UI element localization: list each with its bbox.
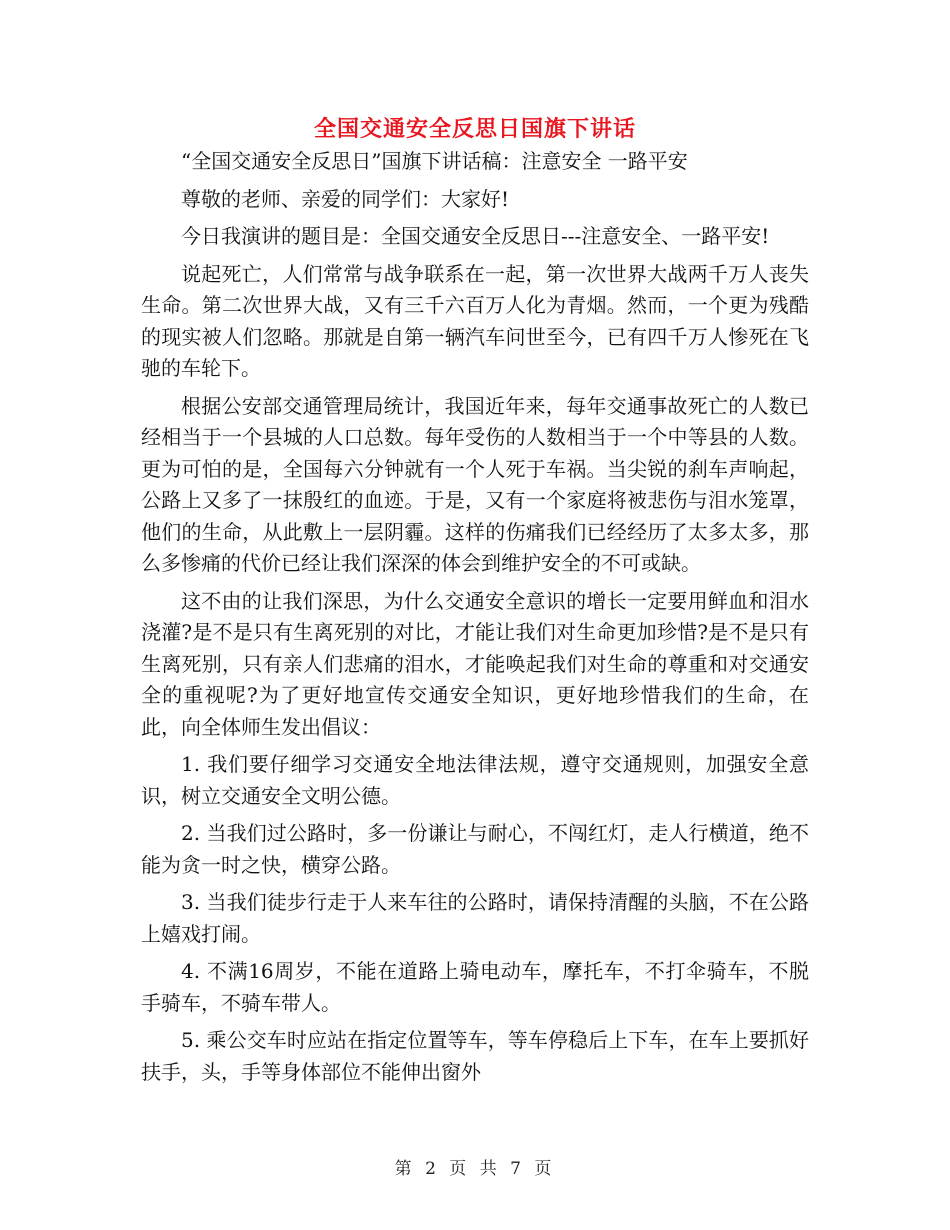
paragraph: 根据公安部交通管理局统计，我国近年来，每年交通事故死亡的人数已经相当于一个县城的人口总数。每年受伤的人数相当于一个中等县的人数。更为可怕的是，全国每六分钟就有一个人死于车祸。当尖锐的刹车声响起，公路上又多了一抹殷红的血迹。于是，又有一个家庭将被悲伤与泪水笼罩，他们的生命，从此敷上一层阴霾。这样的伤痛我们已经经历了太多太多，那么多惨痛的代价已经让我们深深的体会到维护安全的不可或缺。: [141, 393, 809, 575]
paragraph: 说起死亡，人们常常与战争联系在一起，第一次世界大战两千万人丧失生命。第二次世界大战，又有三千六百万人化为青烟。然而，一个更为残酷的现实被人们忽略。那就是自第一辆汽车问世至今，已有四千万人惨死在飞驰的车轮下。: [141, 261, 809, 380]
paragraph: 这不由的让我们深思，为什么交通安全意识的增长一定要用鲜血和泪水浇灌?是不是只有生离死别的对比，才能让我们对生命更加珍惜?是不是只有生离死别，只有亲人们悲痛的泪水，才能唤起我们对生命的尊重和对交通安全的重视呢?为了更好地宣传交通安全知识，更好地珍惜我们的生命，在此，向全体师生发出倡议：: [141, 588, 809, 739]
paragraph: “全国交通安全反思日”国旗下讲话稿：注意安全 一路平安: [181, 149, 688, 173]
paragraph: 今日我演讲的题目是：全国交通安全反思日---注意安全、一路平安!: [181, 224, 770, 248]
document-title: 全国交通安全反思日国旗下讲话: [313, 117, 636, 142]
paragraph: 尊敬的老师、亲爱的同学们：大家好!: [181, 186, 510, 211]
page-number: 第 2 页 共 7 页: [394, 1159, 556, 1179]
list-item: 5. 乘公交车时应站在指定位置等车，等车停稳后上下车，在车上要抓好扶手，头，手等身体部位不能伸出窗外: [141, 1028, 809, 1084]
list-item: 1. 我们要仔细学习交通安全地法律法规，遵守交通规则，加强安全意识，树立交通安全文明公德。: [141, 752, 809, 808]
document-body: [141, 146, 809, 1088]
list-item: 4. 不满16周岁，不能在道路上骑电动车，摩托车，不打伞骑车，不脱手骑车，不骑车带人。: [141, 959, 809, 1015]
list-item: 2. 当我们过公路时，多一份谦让与耐心，不闯红灯，走人行横道，绝不能为贪一时之快，横穿公路。: [141, 821, 809, 877]
list-item: 3. 当我们徒步行走于人来车往的公路时，请保持清醒的头脑，不在公路上嬉戏打闹。: [141, 890, 809, 946]
